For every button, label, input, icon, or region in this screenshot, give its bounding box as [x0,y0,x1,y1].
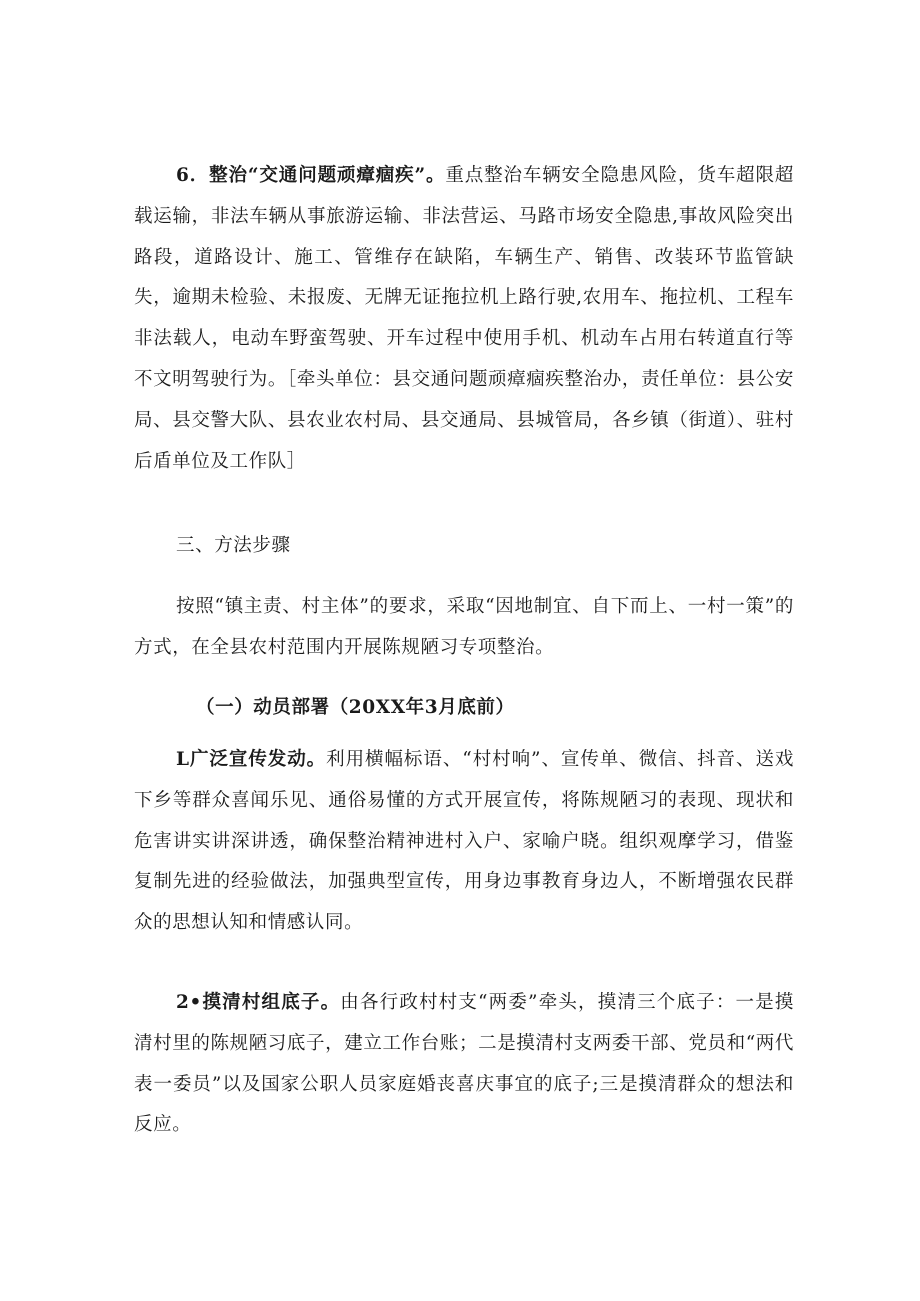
section-heading-methods-steps: 三、方法步骤 [176,535,291,556]
paragraph-lead: L广泛宣传发动。 [176,749,327,770]
paragraph-body: 重点整治车辆安全隐患风险，货车超限超载运输，非法车辆从事旅游运输、非法营运、马路市场安全隐患,事故风险突出路段，道路设计、施工、管维存在缺陷，车辆生产、销售、改装环节监管缺失，逾期未检验、未报废、无牌无证拖拉机上路行驶,农用车、拖拉机、工程车非法载人，电动车野蛮驾驶、开车过程中使用手机、机动车占用右转道直行等不文明驾驶行为。［牵头单位：县交通问题顽瘴痼疾整治办，责任单位：县公安局、县交警大队、县农业农村局、县交通局、县城管局，各乡镇（街道）、驻村后盾单位及工作队］ [134,165,794,472]
paragraph-body: 利用横幅标语、“村村响”、宣传单、微信、抖音、送戏下乡等群众喜闻乐见、通俗易懂的方式开展宣传，将陈规陋习的表现、现状和危害讲实讲深讲透，确保整治精神进村入户、家喻户晓。组织观摩学习，借鉴复制先进的经验做法，加强典型宣传，用身边事教育身边人，不断增强农民群众的思想认知和情感认同。 [134,749,794,934]
paragraph-body: 由各行政村村支“两委”牵头，摸清三个底子：一是摸清村里的陈规陋习底子，建立工作台账；二是摸清村支两委干部、党员和“两代表一委员”以及国家公职人员家庭婚丧喜庆事宜的底子;三是摸清群众的想法和反应。 [134,992,794,1136]
paragraph-intro: 按照“镇主责、村主体”的要求，采取“因地制宜、自下而上、一村一策”的方式，在全县农村范围内开展陈规陋习专项整治。 [134,596,794,658]
paragraph-traffic-rectification [134,156,794,482]
paragraph-publicity [134,740,794,944]
subsection-heading-mobilization: （一）动员部署（20XX年3月底前） [196,697,515,718]
paragraph-lead: 6．整治“交通问题顽瘴痼疾”。 [176,165,446,186]
paragraph-lead: 2•摸清村组底子。 [176,992,341,1013]
paragraph-village-survey [134,983,794,1146]
